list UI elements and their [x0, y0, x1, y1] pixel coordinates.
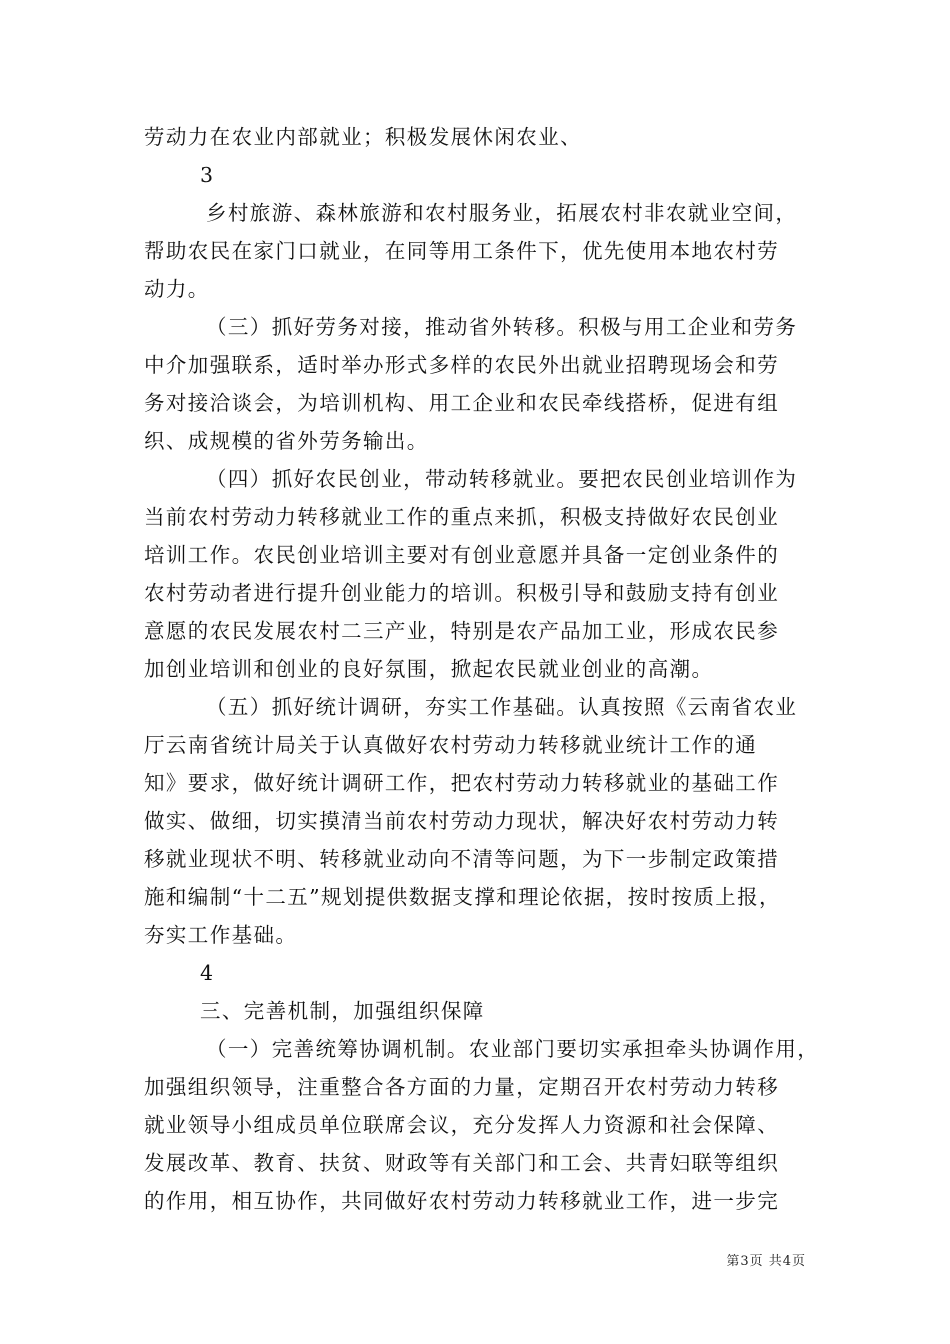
paragraph-heading-line: （三）抓好劳务对接，推动省外转移。积极与用工企业和劳务	[206, 315, 798, 339]
text-line: 当前农村劳动力转移就业工作的重点来抓，积极支持做好农民创业	[144, 505, 780, 529]
text-line: 加创业培训和创业的良好氛围，掀起农民就业创业的高潮。	[144, 657, 714, 681]
text-line: 意愿的农民发展农村二三产业，特别是农产品加工业，形成农民参	[144, 619, 780, 643]
text-line: 动力。	[144, 277, 210, 301]
text-line: 劳动力在农业内部就业；积极发展休闲农业、	[144, 125, 582, 149]
paragraph-heading-line: （五）抓好统计调研，夯实工作基础。认真按照《云南省农业	[206, 695, 798, 719]
text-line: 的作用，相互协作，共同做好农村劳动力转移就业工作，进一步完	[144, 1189, 780, 1213]
paragraph-heading-line: （一）完善统筹协调机制。农业部门要切实承担牵头协调作用，	[206, 1037, 820, 1061]
text-line: 发展改革、教育、扶贫、财政等有关部门和工会、共青妇联等组织	[144, 1151, 780, 1175]
text-line: 中介加强联系，适时举办形式多样的农民外出就业招聘现场会和劳	[144, 353, 780, 377]
text-line: 施和编制“十二五”规划提供数据支撑和理论依据，按时按质上报，	[144, 885, 781, 909]
text-line: 织、成规模的省外劳务输出。	[144, 429, 429, 453]
text-line: 知》要求，做好统计调研工作，把农村劳动力转移就业的基础工作	[144, 771, 780, 795]
text-line: 农村劳动者进行提升创业能力的培训。积极引导和鼓励支持有创业	[144, 581, 780, 605]
text-line: 夯实工作基础。	[144, 923, 298, 947]
section-heading: 三、完善机制，加强组织保障	[200, 999, 485, 1023]
document-body	[144, 118, 824, 1220]
text-line: 做实、做细，切实摸清当前农村劳动力现状，解决好农村劳动力转	[144, 809, 780, 833]
text-line: 厅云南省统计局关于认真做好农村劳动力转移就业统计工作的通	[144, 733, 758, 757]
text-line: 移就业现状不明、转移就业动向不清等问题，为下一步制定政策措	[144, 847, 780, 871]
page-footer: 第3页 共4页	[726, 1254, 806, 1269]
text-line: 加强组织领导，注重整合各方面的力量，定期召开农村劳动力转移	[144, 1075, 780, 1099]
text-line: 务对接洽谈会，为培训机构、用工企业和农民牵线搭桥，促进有组	[144, 391, 780, 415]
text-line: 培训工作。农民创业培训主要对有创业意愿并具备一定创业条件的	[144, 543, 780, 567]
text-line: 就业领导小组成员单位联席会议，充分发挥人力资源和社会保障、	[144, 1113, 780, 1137]
page-number-marker: 4	[200, 961, 215, 985]
paragraph-heading-line: （四）抓好农民创业，带动转移就业。要把农民创业培训作为	[206, 467, 798, 491]
text-line: 帮助农民在家门口就业，在同等用工条件下，优先使用本地农村劳	[144, 239, 780, 263]
page-number-marker: 3	[200, 163, 215, 187]
text-line: 乡村旅游、森林旅游和农村服务业，拓展农村非农就业空间，	[206, 201, 798, 225]
